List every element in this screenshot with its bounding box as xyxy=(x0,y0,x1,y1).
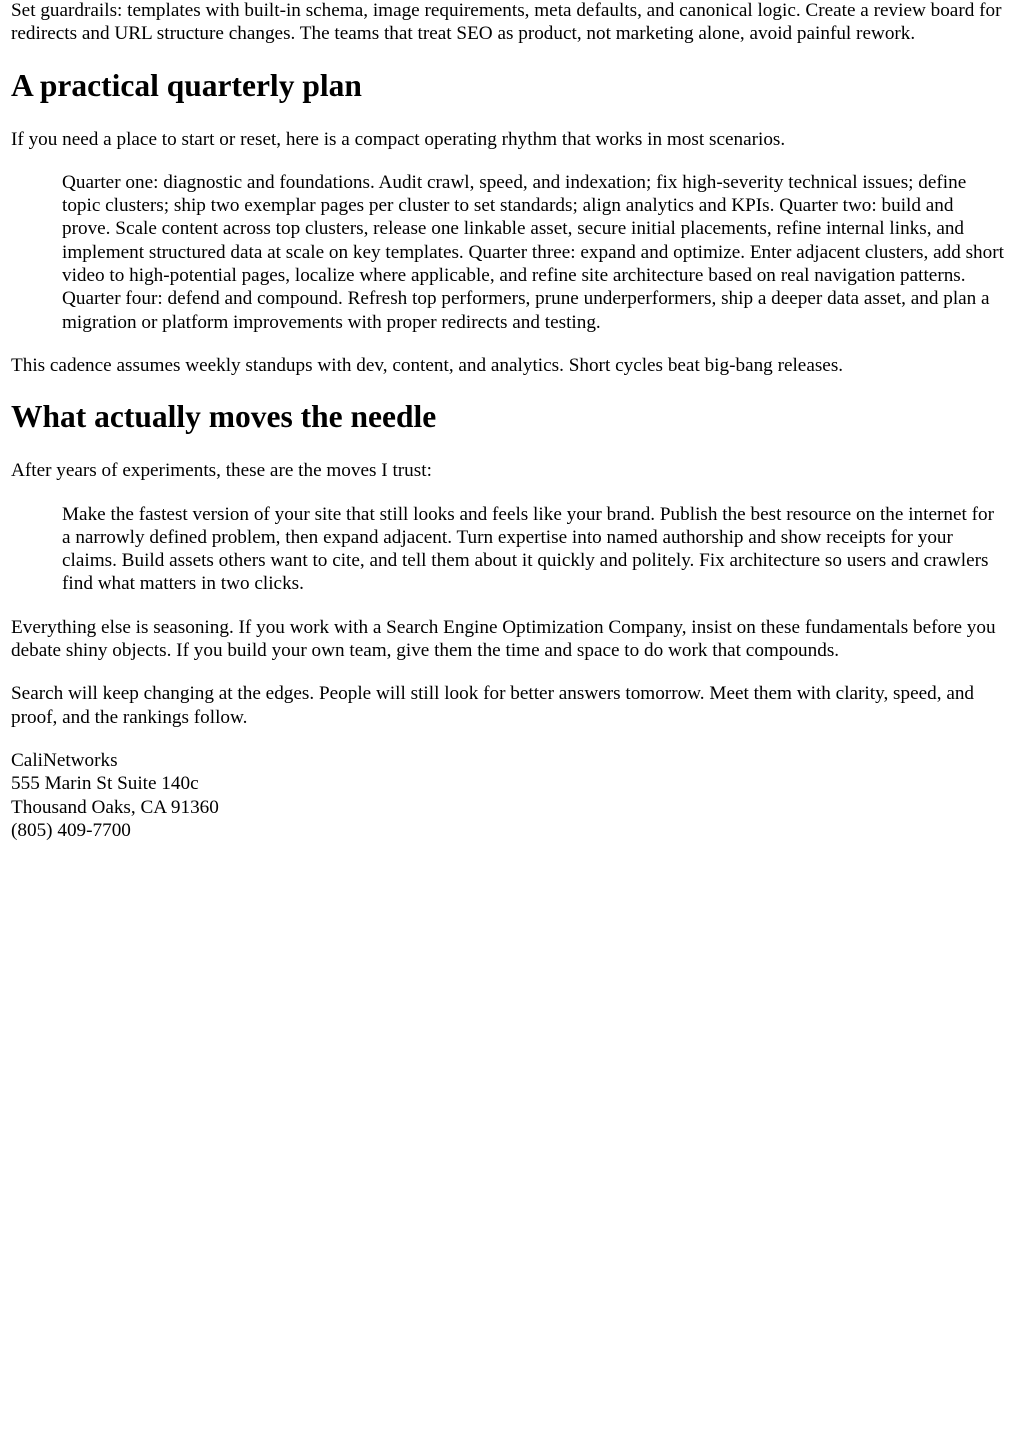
section-heading: What actually moves the needle xyxy=(11,399,437,435)
section-closing: This cadence assumes weekly standups with dev, content, and analytics. Short cycles beat big-bang releases. xyxy=(11,354,844,376)
contact-address xyxy=(11,749,1014,842)
section-closing: Everything else is seasoning. If you work with a Search Engine Optimization Company, insist on these fundamentals before you debate shiny objects. If you build your own team, give them the time and space to do work that compounds. xyxy=(11,616,996,662)
phone-number: (805) 409-7700 xyxy=(11,819,131,841)
intro-paragraph: Set guardrails: templates with built-in schema, image requirements, meta defaults, and canonical logic. Create a review board for redirects and URL structure changes. The teams that treat SEO as product, not marketing alone, avoid painful rework. xyxy=(11,0,1002,45)
quarterly-plan-blockquote: Quarter one: diagnostic and foundations. Audit crawl, speed, and indexation; fix high-severity technical issues; define topic clusters; ship two exemplar pages per cluster to set standards; align analytics and KPIs. Quarter two: build and prove. Scale content across top clusters, release one linkable asset, secure initial placements, refine internal links, and implement structured data at scale on key templates. Quarter three: expand and optimize. Enter adjacent clusters, add short video to high-potential pages, localize where applicable, and refine site architecture based on real navigation patterns. Quarter four: defend and compound. Refresh top performers, prune underperformers, ship a deeper data asset, and plan a migration or platform improvements with proper redirects and testing. xyxy=(62,171,1004,333)
trusted-moves-blockquote: Make the fastest version of your site that still looks and feels like your brand. Publish the best resource on the internet for a narrowly defined problem, then expand adjacent. Turn expertise into named authorship and show receipts for your claims. Build assets others want to cite, and tell them about it quickly and politely. Fix architecture so users and crawlers find what matters in two clicks. xyxy=(62,503,994,595)
street-address: 555 Marin St Suite 140c xyxy=(11,773,199,795)
section-quarterly-plan xyxy=(11,68,1014,378)
final-paragraph: Search will keep changing at the edges. People will still look for better answers tomorrow. Meet them with clarity, speed, and proof, and the rankings follow. xyxy=(11,683,975,728)
section-lead: After years of experiments, these are the moves I trust: xyxy=(11,460,432,482)
company-name: CaliNetworks xyxy=(11,749,118,771)
section-lead: If you need a place to start or reset, here is a compact operating rhythm that works in most scenarios. xyxy=(11,128,786,150)
section-moves-the-needle xyxy=(11,399,1014,662)
city-state-zip: Thousand Oaks, CA 91360 xyxy=(11,796,219,818)
section-heading: A practical quarterly plan xyxy=(11,67,362,103)
